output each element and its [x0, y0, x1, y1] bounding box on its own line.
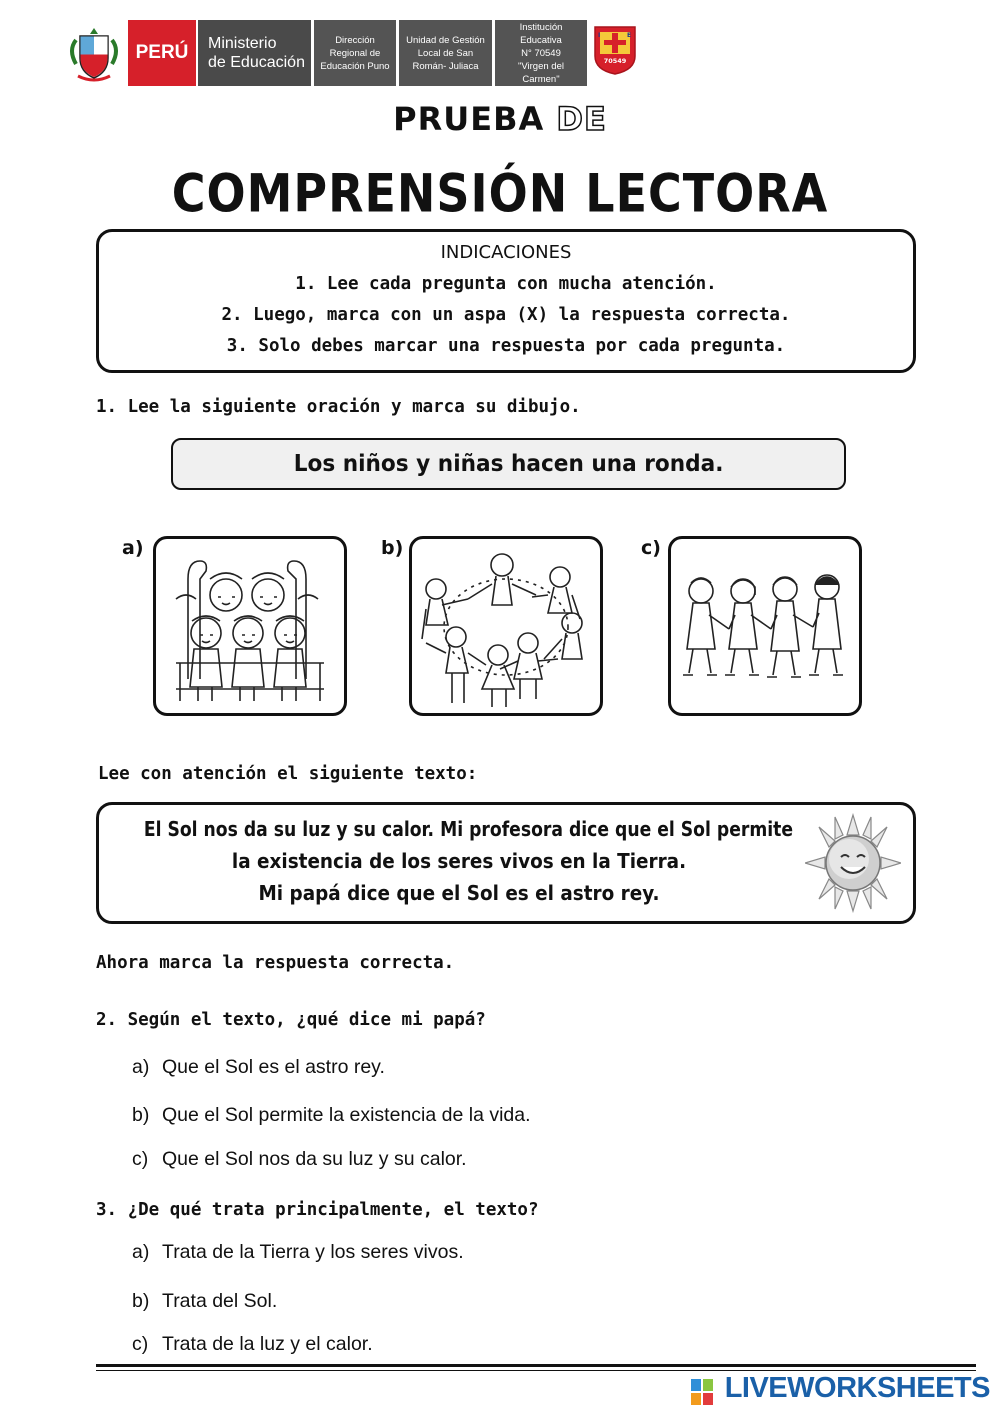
reading-line: El Sol nos da su luz y su calor. Mi profesora dice que el Sol permite [143, 817, 794, 841]
institucion-line: Institución Educativa [519, 21, 563, 46]
indicacion-item: 1. Lee cada pregunta con mucha atención. [295, 274, 717, 294]
option-text: Que el Sol nos da su luz y su calor. [162, 1148, 467, 1170]
indicacion-item: 3. Solo debes marcar una respuesta por cada pregunta. [226, 336, 786, 356]
svg-text:I: I [598, 32, 601, 39]
direccion-regional-label [314, 20, 396, 86]
ugel-line: Local de San [417, 47, 474, 59]
liveworksheets-brand[interactable]: LIVEWORKSHEETS [724, 1372, 990, 1404]
institucion-line: N° 70549 [521, 47, 561, 59]
reading-intro: Lee con atención el siguiente texto: [98, 764, 478, 784]
school-logo [592, 24, 638, 76]
liveworksheets-logo-icon [691, 1379, 713, 1405]
option-text: Que el Sol permite la existencia de la vida. [162, 1104, 531, 1126]
option-text: Trata del Sol. [162, 1290, 278, 1312]
option-letter: a) [132, 1056, 150, 1078]
ugel-line: Román- Juliaca [412, 60, 479, 72]
question-1-prompt: 1. Lee la siguiente oración y marca su dibujo. [96, 397, 581, 417]
title-prueba: PRUEBA [393, 100, 545, 138]
option-b-label[interactable]: b) [381, 537, 404, 559]
indicacion-item: 2. Luego, marca con un aspa (X) la respuesta correcta. [221, 305, 791, 325]
reading-instruction: Ahora marca la respuesta correcta. [96, 953, 455, 973]
footer-divider [96, 1364, 976, 1367]
question-3-prompt: 3. ¿De qué trata principalmente, el texto? [96, 1200, 539, 1220]
reading-line: la existencia de los seres vivos en la Tierra. [231, 849, 687, 873]
question-3-option-c[interactable] [132, 1333, 373, 1356]
option-a-label[interactable]: a) [122, 537, 144, 559]
option-letter: b) [132, 1290, 150, 1312]
option-c-image[interactable] [668, 536, 862, 716]
question-3-option-b[interactable] [132, 1290, 277, 1313]
direccion-line: Regional de [329, 47, 381, 59]
question-2-option-c[interactable] [132, 1148, 467, 1171]
option-letter: c) [132, 1333, 149, 1355]
reading-box [96, 802, 916, 924]
option-letter: b) [132, 1104, 150, 1126]
question-3-option-a[interactable] [132, 1241, 464, 1264]
ministry-line-2: de Educación [208, 54, 305, 71]
option-text: Trata de la Tierra y los seres vivos. [162, 1241, 464, 1263]
option-letter: c) [132, 1148, 149, 1170]
sentence-text: Los niños y niñas hacen una ronda. [293, 451, 724, 477]
question-1-sentence [171, 438, 846, 490]
title-de: DE [556, 100, 607, 138]
school-logo-number: 70549 [603, 57, 627, 65]
option-text: Trata de la luz y el calor. [162, 1333, 373, 1355]
question-2-prompt: 2. Según el texto, ¿qué dice mi papá? [96, 1010, 486, 1030]
question-2-option-a[interactable] [132, 1056, 385, 1079]
indicaciones-heading: INDICACIONES [440, 242, 572, 263]
ugel-label [399, 20, 492, 86]
title-line-1 [0, 100, 1000, 138]
peru-coat-of-arms-icon [68, 24, 120, 84]
direccion-line: Educación Puno [320, 60, 390, 72]
footer-divider-thin [96, 1370, 976, 1371]
ministry-label [198, 20, 311, 86]
reading-line: Mi papá dice que el Sol es el astro rey. [258, 881, 660, 905]
option-text: Que el Sol es el astro rey. [162, 1056, 385, 1078]
option-b-image[interactable] [409, 536, 603, 716]
institucion-line: "Virgen del Carmen" [518, 60, 564, 85]
indicaciones-box [96, 229, 916, 373]
ugel-line: Unidad de Gestión [406, 34, 485, 46]
option-a-image[interactable] [153, 536, 347, 716]
svg-text:E: E [627, 32, 632, 39]
option-letter: a) [132, 1241, 150, 1263]
sun-icon [805, 813, 901, 913]
page-title: COMPRENSIÓN LECTORA [171, 161, 829, 225]
peru-label: PERÚ [128, 20, 196, 86]
option-c-label[interactable]: c) [641, 537, 661, 559]
institucion-label [495, 20, 587, 86]
question-2-option-b[interactable] [132, 1104, 531, 1127]
ministry-line-1: Ministerio [208, 35, 277, 52]
direccion-line: Dirección [335, 34, 375, 46]
